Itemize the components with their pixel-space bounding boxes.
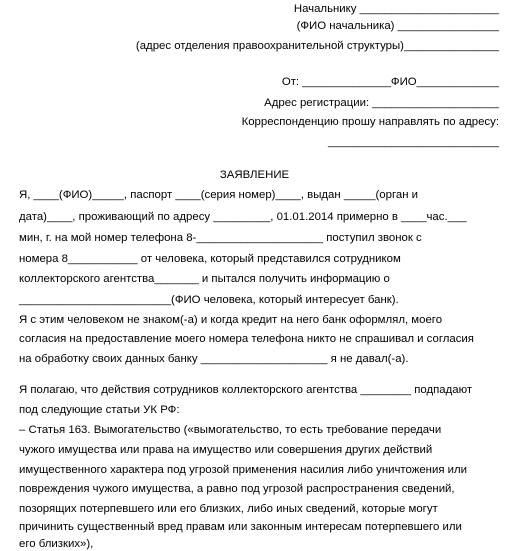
- header-chief-name: (ФИО начальника) ________________: [296, 20, 499, 32]
- document-title: ЗАЯВЛЕНИЕ: [219, 169, 290, 181]
- header-department: (адрес отделения правоохранительной структуры)_______________: [135, 40, 499, 52]
- body-line: причинить существенный вред правам или законным интересам потерпевшего или: [19, 521, 462, 533]
- body-line: на обработку своих данных банку ____________________ я не давал(-а).: [19, 353, 409, 365]
- body-line: под следующие статьи УК РФ:: [19, 404, 180, 416]
- header-registration: Адрес регистрации: ____________________: [264, 97, 499, 109]
- body-line: его близких»),: [19, 538, 94, 550]
- body-line: чужого имущества или права на имущество или совершения других действий: [19, 444, 433, 456]
- body-line: номера 8___________ от человека, который представился сотрудником: [19, 253, 401, 265]
- body-line: Я, ____(ФИО)_____, паспорт ____(серия номер)____, выдан _____(орган и: [19, 189, 419, 201]
- body-line: Я полагаю, что действия сотрудников коллекторского агентства ________ подпадают: [19, 384, 473, 396]
- body-line: имущественного характера под угрозой применения насилия либо уничтожения или: [19, 464, 468, 476]
- body-line: позорящих потерпевшего или его близких, либо иных сведений, которые могут: [19, 503, 438, 515]
- header-correspondence: Корреспонденцию прошу направлять по адресу:: [241, 116, 499, 128]
- header-from: От: ______________ФИО_____________: [281, 76, 499, 88]
- body-line: коллекторского агентства_______ и пытался получить информацию о: [19, 273, 390, 285]
- body-line: ________________________(ФИО человека, который интересует банк).: [19, 294, 399, 306]
- header-correspondence-line: ___________________________: [327, 136, 499, 148]
- body-line: повреждения чужого имущества, а равно под угрозой распространения сведений,: [19, 483, 455, 495]
- body-line: дата)____, проживающий по адресу _________, 01.01.2014 примерно в ____час.___: [19, 211, 467, 223]
- body-line: согласия на предоставление моего номера телефона никто не спрашивал и согласия: [19, 333, 474, 345]
- header-to-chief: Начальнику ______________________: [293, 3, 499, 15]
- body-line: мин, г. на мой номер телефона 8-____________________ поступил звонок с: [19, 232, 422, 244]
- body-line: – Статья 163. Вымогательство («вымогательство, то есть требование передачи: [19, 424, 442, 436]
- body-line: Я с этим человеком не знаком(-а) и когда кредит на него банк оформлял, моего: [19, 314, 443, 326]
